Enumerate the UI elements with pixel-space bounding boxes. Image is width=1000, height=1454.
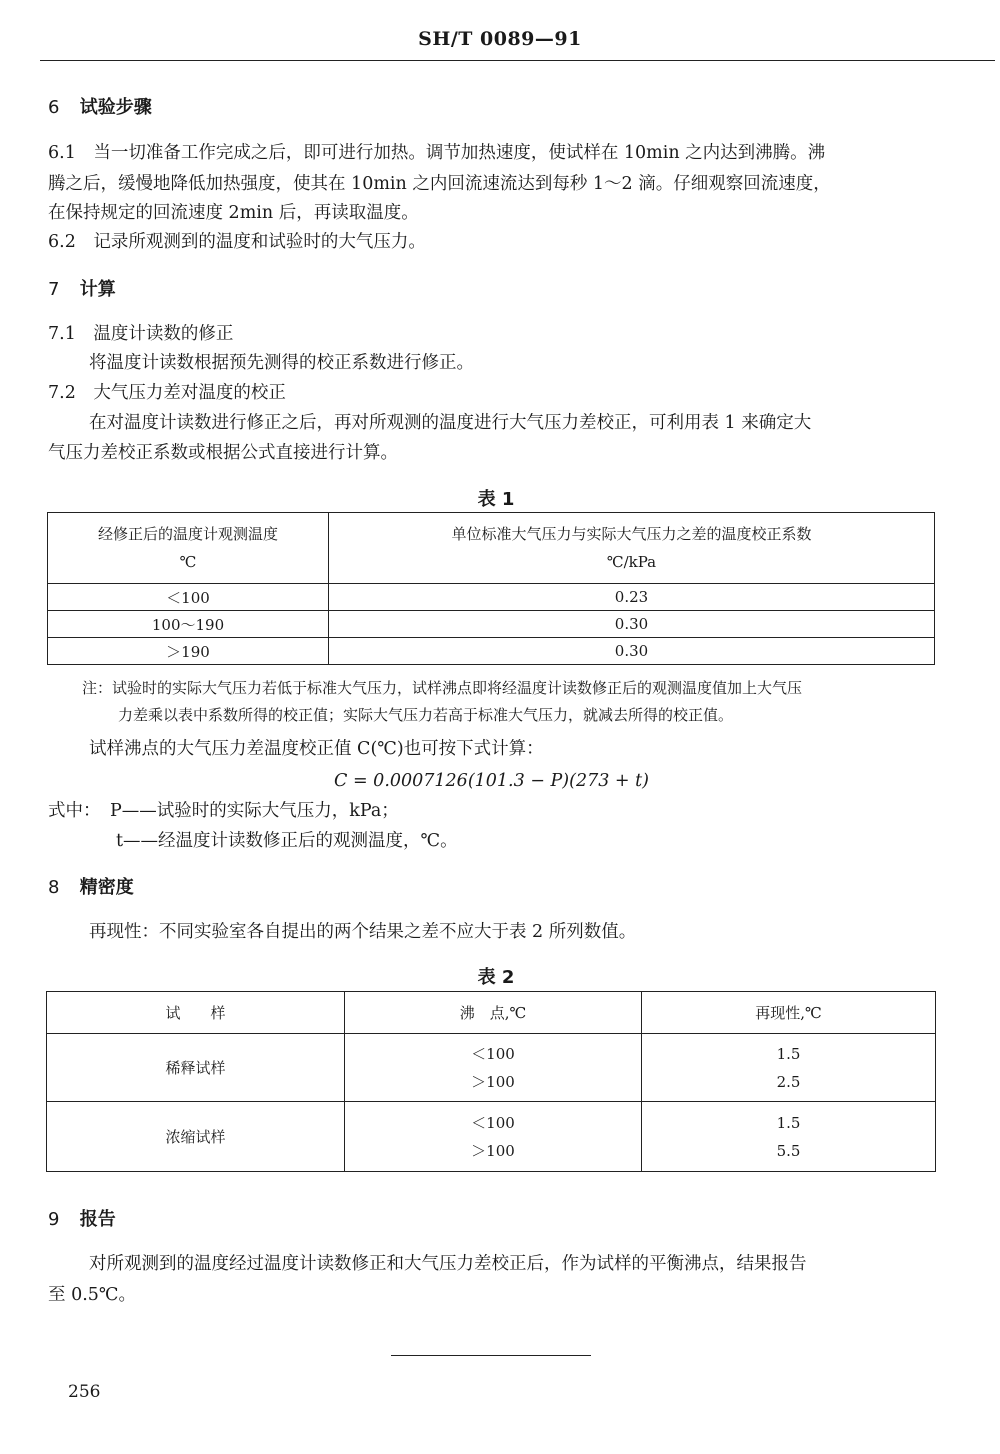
header-rule bbox=[40, 60, 995, 61]
table-1-range-cell: ＞190 bbox=[48, 638, 329, 665]
section-9-title: 报告 bbox=[79, 1209, 116, 1230]
end-rule bbox=[391, 1355, 591, 1356]
section-7-heading bbox=[48, 281, 116, 299]
table-2-sample-cell: 稀释试样 bbox=[47, 1034, 345, 1102]
paragraph-6-1-line-1: 6.1 当一切准备工作完成之后，即可进行加热。调节加热速度，使试样在 10min 之内达到沸腾。沸 bbox=[48, 143, 826, 163]
table-1-header-temperature-unit: ℃ bbox=[179, 553, 197, 571]
section-9-body-line-1: 对所观测到的温度经过温度计读数修正和大气压力差校正后，作为试样的平衡沸点，结果报告 bbox=[89, 1254, 807, 1274]
table-1-header-temperature-label: 经修正后的温度计观测温度 bbox=[97, 525, 278, 543]
table-1-header-temperature bbox=[48, 513, 329, 584]
table-row bbox=[48, 611, 935, 638]
table-2-header-row bbox=[47, 992, 936, 1034]
formula-p-definition: P——试验时的实际大气压力，kPa； bbox=[110, 801, 399, 821]
table-2-r-value: 1.5 bbox=[776, 1113, 801, 1132]
table-2-reproducibility-cell bbox=[642, 1102, 936, 1172]
subsection-7-2-body-line-2: 气压力差校正系数或根据公式直接进行计算。 bbox=[48, 443, 398, 463]
section-8-heading bbox=[48, 879, 134, 897]
table-2-sample-cell: 浓缩试样 bbox=[47, 1102, 345, 1172]
section-6-number: 6 bbox=[48, 97, 60, 118]
subsection-7-1-body: 将温度计读数根据预先测得的校正系数进行修正。 bbox=[89, 353, 474, 373]
table-2-header-boiling-point: 沸 点,℃ bbox=[345, 992, 642, 1034]
page-number: 256 bbox=[68, 1382, 101, 1402]
section-6-heading bbox=[48, 99, 152, 117]
table-2-caption: 表 2 bbox=[477, 967, 515, 988]
formula-equation: C = 0.0007126(101.3 − P)(273 + t) bbox=[334, 771, 650, 791]
subsection-7-2-body-line-1: 在对温度计读数进行修正之后，再对所观测的温度进行大气压力差校正，可利用表 1 来确定大 bbox=[89, 413, 812, 433]
table-2-r-value: 2.5 bbox=[776, 1072, 801, 1091]
section-8-body: 再现性：不同实验室各自提出的两个结果之差不应大于表 2 所列数值。 bbox=[89, 922, 637, 942]
table-row bbox=[48, 638, 935, 665]
paragraph-6-1-line-3: 在保持规定的回流速度 2min 后，再读取温度。 bbox=[48, 203, 419, 223]
table-2-bp-value: ＜100 bbox=[471, 1113, 515, 1132]
subsection-7-1-heading: 7.1 温度计读数的修正 bbox=[48, 324, 234, 344]
table-1-note-line-1: 注：试验时的实际大气压力若低于标准大气压力，试样沸点即将经温度计读数修正后的观测温度值加上大气压 bbox=[82, 679, 803, 697]
table-2-boiling-point-cell bbox=[345, 1034, 642, 1102]
section-6-title: 试验步骤 bbox=[79, 97, 152, 118]
table-2-r-value: 5.5 bbox=[776, 1141, 801, 1160]
section-7-number: 7 bbox=[48, 279, 60, 300]
table-1-coefficient-cell: 0.23 bbox=[329, 584, 935, 611]
table-2-reproducibility-cell bbox=[642, 1034, 936, 1102]
section-9-number: 9 bbox=[48, 1209, 60, 1230]
table-1-header-coefficient-unit: ℃/kPa bbox=[606, 553, 657, 571]
table-2-r-value: 1.5 bbox=[776, 1044, 801, 1063]
table-2-bp-value: ＜100 bbox=[471, 1044, 515, 1063]
table-1-range-cell: 100～190 bbox=[48, 611, 329, 638]
standard-code-header: SH/T 0089—91 bbox=[418, 28, 582, 50]
section-9-body-line-2: 至 0.5℃。 bbox=[48, 1285, 136, 1305]
table-2-header-reproducibility: 再现性,℃ bbox=[642, 992, 936, 1034]
formula-t-definition: t——经温度计读数修正后的观测温度，℃。 bbox=[116, 831, 458, 851]
table-1-coefficient-cell: 0.30 bbox=[329, 638, 935, 665]
table-2 bbox=[46, 991, 936, 1172]
section-9-heading bbox=[48, 1211, 116, 1229]
subsection-7-2-heading: 7.2 大气压力差对温度的校正 bbox=[48, 383, 286, 403]
formula-where-label: 式中： bbox=[48, 801, 101, 821]
table-2-boiling-point-cell bbox=[345, 1102, 642, 1172]
table-1 bbox=[47, 512, 935, 665]
section-8-number: 8 bbox=[48, 877, 60, 898]
table-row bbox=[48, 584, 935, 611]
table-1-coefficient-cell: 0.30 bbox=[329, 611, 935, 638]
paragraph-6-2: 6.2 记录所观测到的温度和试验时的大气压力。 bbox=[48, 232, 426, 252]
table-2-bp-value: ＞100 bbox=[471, 1072, 515, 1091]
paragraph-6-1-line-2: 腾之后，缓慢地降低加热强度，使其在 10min 之内回流速流达到每秒 1～2 滴。仔细观察回流速度， bbox=[48, 174, 831, 194]
table-row bbox=[47, 1034, 936, 1102]
formula-intro: 试样沸点的大气压力差温度校正值 C(℃)也可按下式计算： bbox=[89, 739, 544, 759]
table-2-header-sample: 试 样 bbox=[47, 992, 345, 1034]
table-1-header-row bbox=[48, 513, 935, 584]
table-1-header-coefficient-label: 单位标准大气压力与实际大气压力之差的温度校正系数 bbox=[451, 525, 812, 543]
table-1-caption: 表 1 bbox=[477, 489, 515, 510]
section-8-title: 精密度 bbox=[79, 877, 134, 898]
section-7-title: 计算 bbox=[79, 279, 116, 300]
table-1-header-coefficient bbox=[329, 513, 935, 584]
table-1-range-cell: ＜100 bbox=[48, 584, 329, 611]
table-2-bp-value: ＞100 bbox=[471, 1141, 515, 1160]
table-row bbox=[47, 1102, 936, 1172]
table-1-note-line-2: 力差乘以表中系数所得的校正值；实际大气压力若高于标准大气压力，就减去所得的校正值。 bbox=[118, 706, 734, 724]
